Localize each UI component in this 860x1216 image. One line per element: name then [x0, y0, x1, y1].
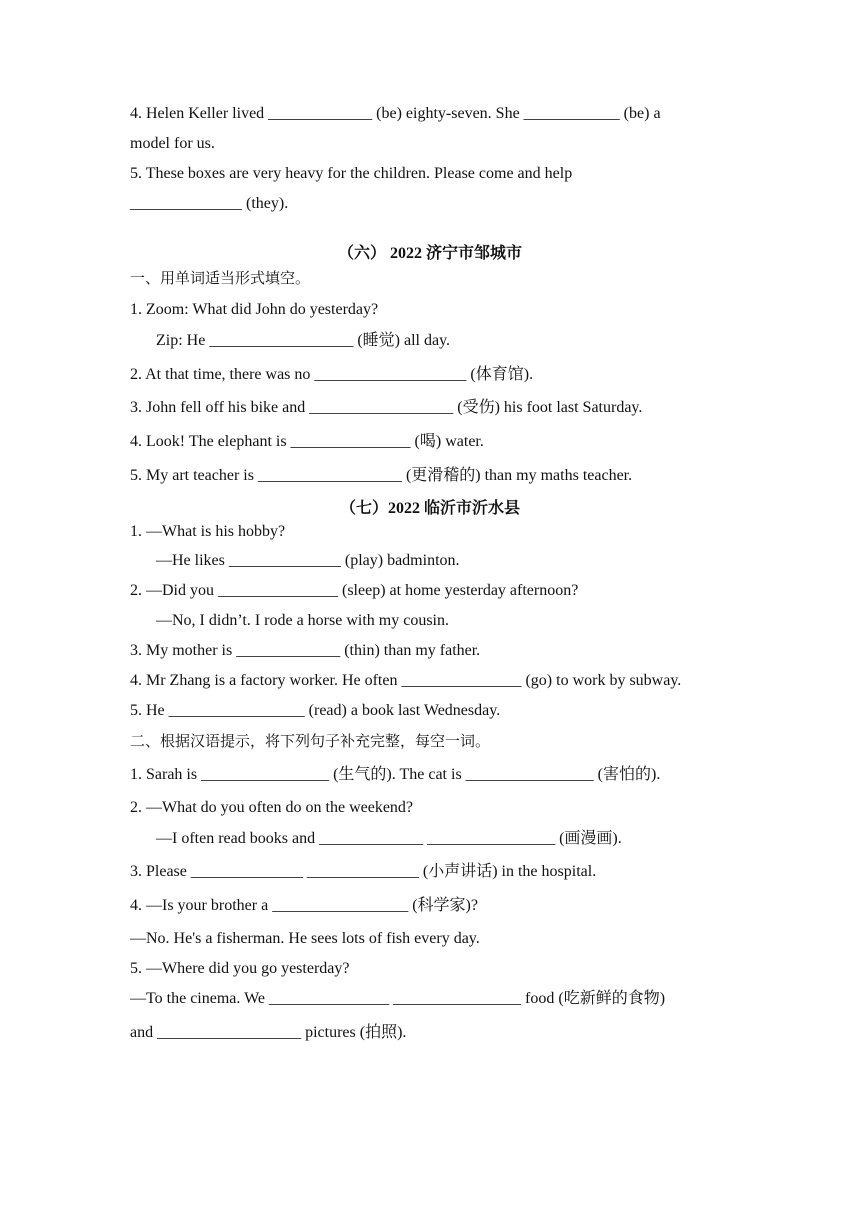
part7-q2-answer: —No, I didn’t. I rode a horse with my cousin.: [156, 612, 449, 629]
part7-s2-q2: 2. —What do you often do on the weekend?: [130, 799, 414, 816]
part7-s2-q4-answer: —No. He's a fisherman. He sees lots of fish every day.: [130, 930, 480, 947]
part7-s2-q2-answer: —I often read books and _____________ ________________ (画漫画).: [156, 830, 622, 847]
part7-q4: 4. Mr Zhang is a factory worker. He often _______________ (go) to work by subway.: [130, 672, 682, 689]
part7-s2-q3: 3. Please ______________ ______________ (小声讲话) in the hospital.: [130, 863, 597, 880]
part7-q2: 2. —Did you _______________ (sleep) at home yesterday afternoon?: [130, 582, 579, 599]
part6-q4: 4. Look! The elephant is _______________ (喝) water.: [130, 433, 484, 450]
prev-q5-line2: ______________ (they).: [130, 195, 289, 212]
part6-q2: 2. At that time, there was no ___________________ (体育馆).: [130, 366, 534, 383]
part7-s2-q4: 4. —Is your brother a _________________ (科学家)?: [130, 897, 478, 914]
part7-heading: （七）2022 临沂市沂水县: [339, 500, 520, 517]
part7-s2-q5: 5. —Where did you go yesterday?: [130, 960, 350, 977]
part7-q3: 3. My mother is _____________ (thin) than my father.: [130, 642, 481, 659]
part7-s2-q1: 1. Sarah is ________________ (生气的). The cat is ________________ (害怕的).: [130, 766, 661, 783]
part6-q1-answer: Zip: He __________________ (睡觉) all day.: [156, 332, 451, 349]
part6-section-title: 一、用单词适当形式填空。: [130, 269, 311, 287]
prev-q4-line1: 4. Helen Keller lived _____________ (be) eighty-seven. She ____________ (be) a: [130, 105, 661, 122]
part6-heading: （六） 2022 济宁市邹城市: [337, 245, 522, 262]
part7-s2-q5-answer-line2: and __________________ pictures (拍照).: [130, 1024, 407, 1041]
prev-q4-line2: model for us.: [130, 135, 215, 152]
part6-q3: 3. John fell off his bike and __________________ (受伤) his foot last Saturday.: [130, 399, 643, 416]
part7-s2-q5-answer-line1: —To the cinema. We _______________ ________________ food (吃新鲜的食物): [130, 990, 666, 1007]
part7-q1: 1. —What is his hobby?: [130, 523, 286, 540]
prev-q5-line1: 5. These boxes are very heavy for the children. Please come and help: [130, 165, 573, 182]
part6-q1: 1. Zoom: What did John do yesterday?: [130, 301, 379, 318]
part7-q5: 5. He _________________ (read) a book last Wednesday.: [130, 702, 501, 719]
part6-q5: 5. My art teacher is __________________ (更滑稽的) than my maths teacher.: [130, 467, 633, 484]
part7-section-title: 二、根据汉语提示，将下列句子补充完整，每空一词。: [130, 732, 491, 750]
part7-q1-answer: —He likes ______________ (play) badminton.: [156, 552, 460, 569]
